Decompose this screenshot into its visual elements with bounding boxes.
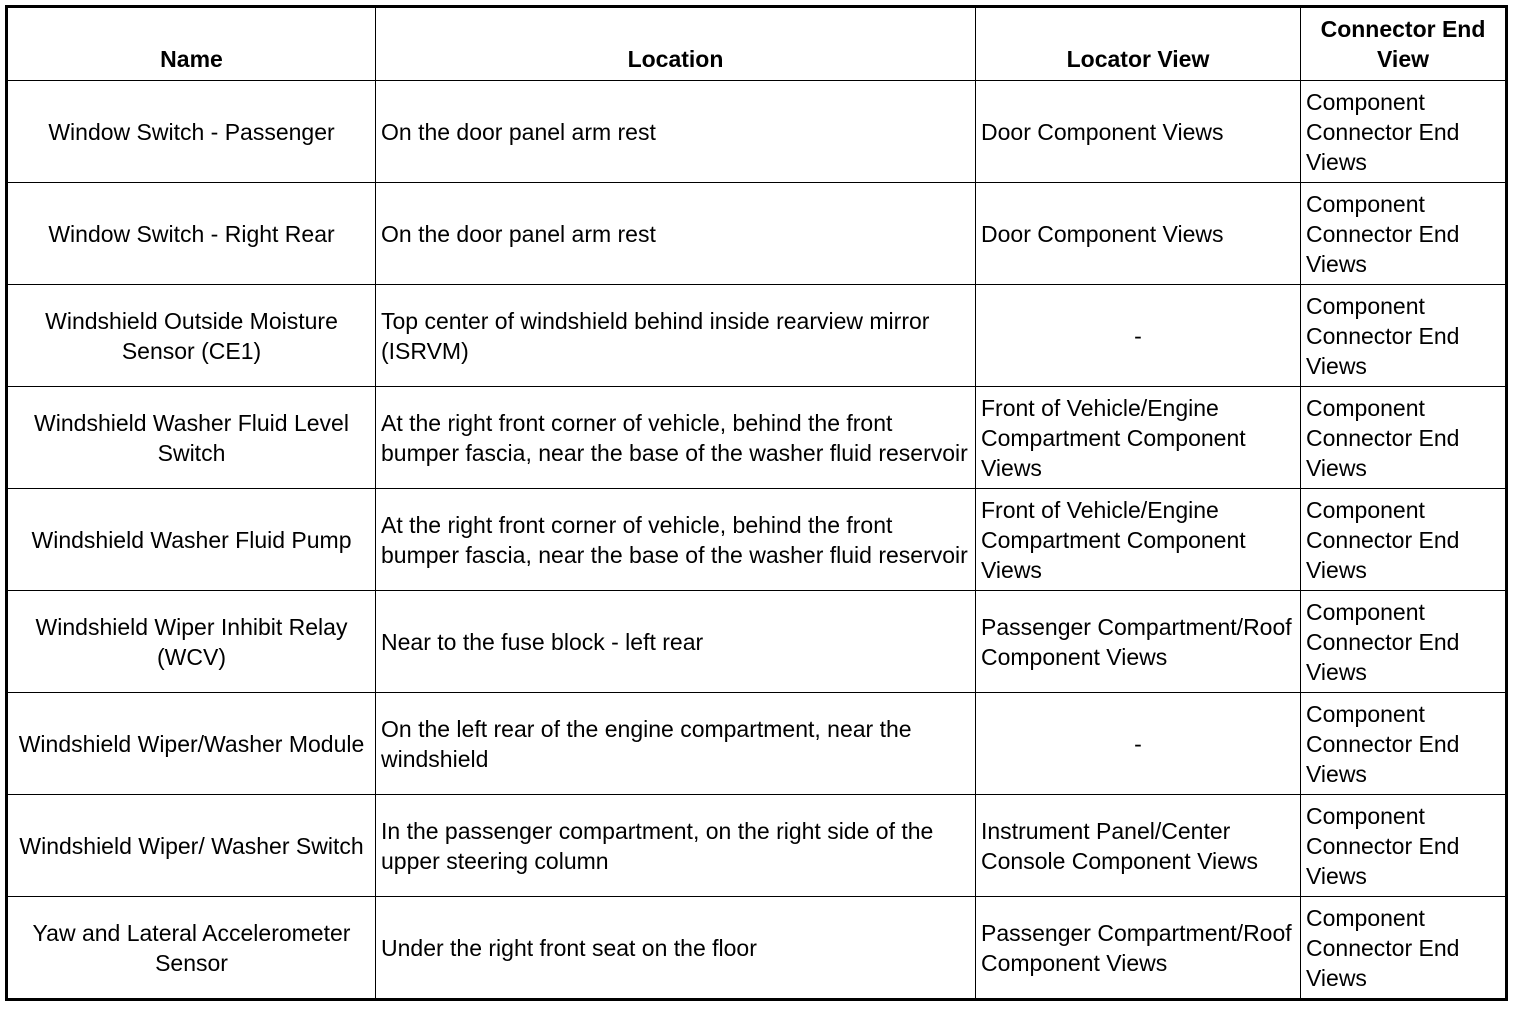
cell-connector-end-view: Component Connector End Views (1301, 489, 1507, 591)
table-row (7, 489, 1507, 591)
header-locator-view: Locator View (976, 7, 1301, 81)
header-location: Location (376, 7, 976, 81)
cell-name: Window Switch - Right Rear (7, 183, 376, 285)
table-row (7, 591, 1507, 693)
cell-location: Under the right front seat on the floor (376, 897, 976, 1000)
cell-connector-end-view: Component Connector End Views (1301, 387, 1507, 489)
table-row (7, 693, 1507, 795)
cell-name: Window Switch - Passenger (7, 81, 376, 183)
table-row (7, 795, 1507, 897)
cell-connector-end-view: Component Connector End Views (1301, 591, 1507, 693)
cell-locator-view: Front of Vehicle/Engine Compartment Component Views (976, 387, 1301, 489)
cell-location: Top center of windshield behind inside rearview mirror (ISRVM) (376, 285, 976, 387)
header-connector-end-view: Connector End View (1301, 7, 1507, 81)
cell-connector-end-view: Component Connector End Views (1301, 285, 1507, 387)
header-row (7, 7, 1507, 81)
cell-location: On the door panel arm rest (376, 81, 976, 183)
cell-name: Windshield Washer Fluid Pump (7, 489, 376, 591)
cell-name: Windshield Washer Fluid Level Switch (7, 387, 376, 489)
cell-connector-end-view: Component Connector End Views (1301, 693, 1507, 795)
cell-location: At the right front corner of vehicle, behind the front bumper fascia, near the base of the washer fluid reservoir (376, 489, 976, 591)
cell-location: Near to the fuse block - left rear (376, 591, 976, 693)
cell-locator-view: Passenger Compartment/Roof Component Views (976, 897, 1301, 1000)
table-row (7, 285, 1507, 387)
cell-locator-view: - (976, 285, 1301, 387)
cell-name: Windshield Outside Moisture Sensor (CE1) (7, 285, 376, 387)
table-row (7, 387, 1507, 489)
cell-location: In the passenger compartment, on the right side of the upper steering column (376, 795, 976, 897)
cell-location: At the right front corner of vehicle, behind the front bumper fascia, near the base of the washer fluid reservoir (376, 387, 976, 489)
cell-connector-end-view: Component Connector End Views (1301, 795, 1507, 897)
cell-connector-end-view: Component Connector End Views (1301, 897, 1507, 1000)
cell-location: On the left rear of the engine compartment, near the windshield (376, 693, 976, 795)
cell-name: Yaw and Lateral Accelerometer Sensor (7, 897, 376, 1000)
cell-name: Windshield Wiper/Washer Module (7, 693, 376, 795)
cell-location: On the door panel arm rest (376, 183, 976, 285)
cell-name: Windshield Wiper/ Washer Switch (7, 795, 376, 897)
cell-locator-view: Passenger Compartment/Roof Component Views (976, 591, 1301, 693)
table-row (7, 81, 1507, 183)
cell-locator-view: - (976, 693, 1301, 795)
cell-locator-view: Door Component Views (976, 183, 1301, 285)
cell-locator-view: Door Component Views (976, 81, 1301, 183)
cell-connector-end-view: Component Connector End Views (1301, 81, 1507, 183)
table-row (7, 897, 1507, 1000)
cell-connector-end-view: Component Connector End Views (1301, 183, 1507, 285)
cell-name: Windshield Wiper Inhibit Relay (WCV) (7, 591, 376, 693)
header-name: Name (7, 7, 376, 81)
table-row (7, 183, 1507, 285)
cell-locator-view: Front of Vehicle/Engine Compartment Component Views (976, 489, 1301, 591)
component-locator-table (5, 5, 1508, 1001)
cell-locator-view: Instrument Panel/Center Console Component Views (976, 795, 1301, 897)
